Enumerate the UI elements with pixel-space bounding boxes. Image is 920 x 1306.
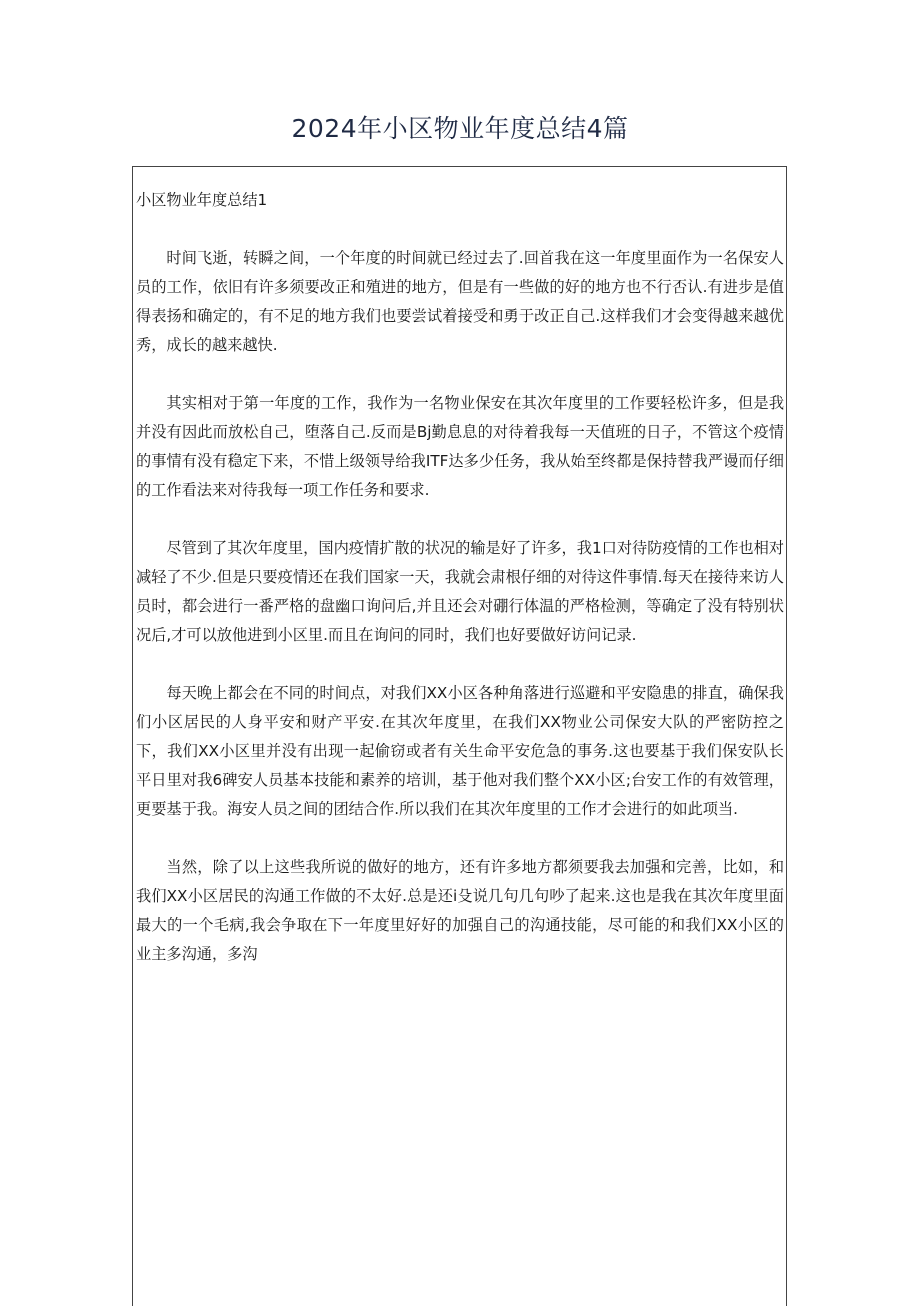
paragraph-1: 时间飞逝，转瞬之间，一个年度的时间就已经过去了.回首我在这一年度里面作为一名保安人员的工作，依旧有许多须要改正和殖进的地方，但是有一些做的好的地方也不行否认.有进步是值得表扬和确定的，有不足的地方我们也要尝试着接受和勇于改正自己.这样我们才会变得越来越优秀，成长的越来越快. [136, 249, 784, 354]
document-title: 2024年小区物业年度总结4篇 [291, 114, 629, 143]
paragraph-4: 每天晚上都会在不同的时间点，对我们XX小区各种角落进行巡避和平安隐患的排直，确保我们小区居民的人身平安和财产平安.在其次年度里，在我们XX物业公司保安大队的严密防控之下，我们XX小区里并没有出现一起偷窃或者有关生命平安危急的事务.这也要基于我们保安队长平日里对我6碑安人员基本技能和素养的培训，基于他对我们整个XX小区;台安工作的有效管理，更要基于我。海安人员之间的团结合作.所以我们在其次年度里的工作才会进行的如此项当. [136, 684, 784, 818]
document-body [136, 186, 784, 998]
paragraph-5: 当然，除了以上这些我所说的做好的地方，还有许多地方都须要我去加强和完善，比如，和我们XX小区居民的沟通工作做的不太好.总是还i殳说几句几句吵了起来.这也是我在其次年度里面最大的一个毛病,我会争取在下一年度里好好的加强自己的沟通技能，尽可能的和我们XX小区的业主多沟通，多沟 [136, 858, 784, 963]
section-heading: 小区物业年度总结1 [136, 191, 268, 209]
paragraph-3: 尽管到了其次年度里，国内疫情扩散的状况的输是好了许多，我1口对待防疫情的工作也相对减轻了不少.但是只要疫情还在我们国家一天，我就会肃根仔细的对待这件事情.每天在接待来访人员时，都会进行一番严格的盘幽口询问后,并且还会对硼行体温的严格检测，等确定了没有特别状况后,才可以放他进到小区里.而且在询问的同时，我们也好要做好访问记录. [136, 539, 784, 644]
paragraph-2: 其实相对于第一年度的工作，我作为一名物业保安在其次年度里的工作要轻松许多，但是我并没有因此而放松自己，堕落自己.反而是Bj勤息息的对待着我每一天值班的日子，不管这个疫情的事情有没有稳定下来，不惜上级领导给我ITF达多少任务，我从始至终都是保持替我严谩而仔细的工作看法来对待我每一项工作任务和要求. [136, 394, 784, 499]
